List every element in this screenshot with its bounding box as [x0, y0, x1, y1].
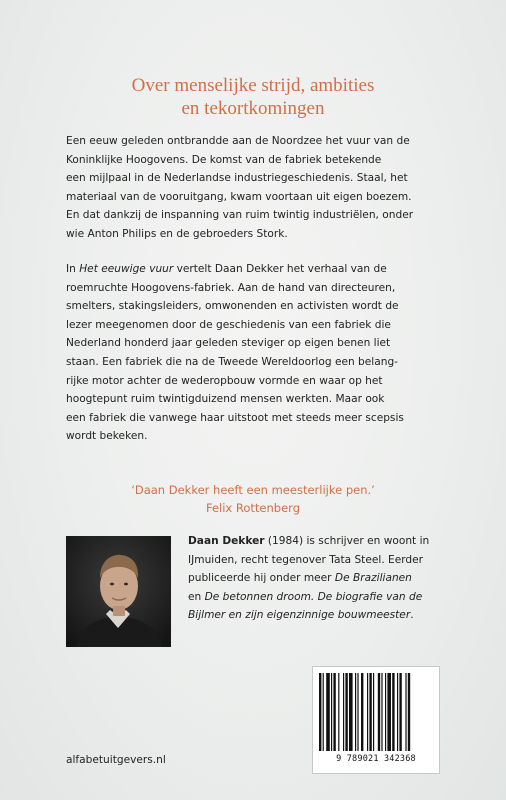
- book-title-inline: De betonnen droom. De biografie van de: [204, 590, 423, 603]
- barcode-bar: [326, 673, 330, 751]
- barcode-bar: [385, 673, 386, 751]
- book-title-inline: Bijlmer en zijn eigenzinnige bouwmeester: [188, 609, 411, 622]
- blurb-line: roemruchte Hoogovens-fabriek. Aan de hand van directeuren,: [66, 281, 396, 294]
- barcode-bar: [373, 673, 374, 751]
- barcode-bar: [381, 673, 382, 751]
- blurb-line: materiaal van de vooruitgang, kwam voortaan uit eigen boezem.: [66, 190, 412, 203]
- bio-line-2: IJmuiden, recht tegenover Tata Steel. Eerder: [188, 553, 424, 566]
- blurb-line: Koninklijke Hoogovens. De komst van de fabriek betekende: [66, 153, 382, 166]
- blurb-line: hoogtepunt ruim twintigduizend mensen werkten. Maar ook: [66, 393, 385, 406]
- barcode-bar: [378, 673, 380, 751]
- blurb-line: En dat dankzij de inspanning van ruim twintig industriëlen, onder: [66, 209, 414, 222]
- bio-line-5: [188, 606, 460, 625]
- blurb-line: wie Anton Philips en de gebroeders Stork.: [66, 227, 288, 240]
- barcode-bar: [343, 673, 344, 751]
- publisher-website: alfabetuitgevers.nl: [66, 754, 166, 766]
- blurb-line: rijke motor achter de wederopbouw vormde en waar op het: [66, 374, 383, 387]
- barcode-bar: [357, 673, 358, 751]
- barcode-bar: [397, 673, 398, 751]
- heading-line-1: Over menselijke strijd, ambities: [131, 75, 375, 96]
- barcode-bar: [369, 673, 371, 751]
- barcode-bar: [355, 673, 356, 751]
- blurb-paragraph-1: [66, 132, 448, 244]
- barcode-bar: [408, 673, 410, 751]
- blurb-line: staan. Een fabriek die na de Tweede Wereldoorlog een belang-: [66, 355, 398, 368]
- blurb-line-first: [66, 260, 448, 279]
- isbn-number: 9 789021 342368: [336, 754, 416, 764]
- barcode-bar: [338, 673, 339, 751]
- barcode-bar: [399, 673, 401, 751]
- quote-author: Felix Rottenberg: [205, 501, 300, 515]
- blurb-line: Een eeuw geleden ontbrandde aan de Noordzee het vuur van de: [66, 135, 410, 147]
- book-title-inline: Het eeuwige vuur: [79, 263, 174, 275]
- barcode-bar: [367, 673, 368, 751]
- bio-text: publiceerde hij onder meer: [188, 572, 335, 585]
- barcode-bar: [345, 673, 347, 751]
- barcode-bar: [349, 673, 353, 751]
- bio-line-3: [188, 569, 460, 588]
- back-cover-heading: [0, 74, 506, 120]
- blurb-line: wordt bekeken.: [66, 430, 148, 443]
- bio-text: (1984) is schrijver en woont in: [264, 535, 430, 547]
- blurb-line: een fabriek die vanwege haar uitstoot met steeds meer scepsis: [66, 411, 404, 424]
- review-quote: [0, 481, 506, 517]
- bio-text: .: [410, 609, 414, 622]
- blurb-line: Nederland honderd jaar geleden steviger op eigen benen liet: [66, 337, 391, 350]
- author-name: Daan Dekker: [188, 535, 265, 547]
- bio-text: en: [188, 590, 205, 603]
- barcode-bar: [387, 673, 391, 751]
- heading-line-2: en tekortkomingen: [181, 98, 325, 119]
- blurb-prefix: In: [66, 263, 80, 275]
- barcode-bar: [361, 673, 363, 751]
- barcode-bar: [331, 673, 332, 751]
- barcode-bar: [405, 673, 406, 751]
- quote-text: ‘Daan Dekker heeft een meesterlijke pen.’: [131, 483, 375, 497]
- author-portrait-icon: [66, 536, 171, 647]
- blurb-paragraph-2: [66, 260, 448, 446]
- barcode-bar: [319, 673, 321, 751]
- author-bio: [188, 532, 460, 625]
- blurb-line: smelters, stakingsleiders, omwonenden en activisten wordt de: [66, 300, 399, 313]
- book-title-inline: De Brazilianen: [334, 572, 412, 585]
- blurb-suffix: vertelt Daan Dekker het verhaal van de: [173, 263, 387, 275]
- barcode: [312, 666, 440, 774]
- barcode-bar: [392, 673, 394, 751]
- barcode-bars-icon: [319, 673, 433, 753]
- barcode-bar: [323, 673, 324, 751]
- blurb-line: lezer meegenomen door de geschiedenis van een fabriek die: [66, 318, 391, 331]
- blurb-line: een mijlpaal in de Nederlandse industriegeschiedenis. Staal, het: [66, 172, 408, 185]
- bio-line-4: [188, 588, 460, 607]
- bio-line-1: [188, 532, 460, 551]
- barcode-bar: [333, 673, 335, 751]
- author-photo: [66, 536, 171, 647]
